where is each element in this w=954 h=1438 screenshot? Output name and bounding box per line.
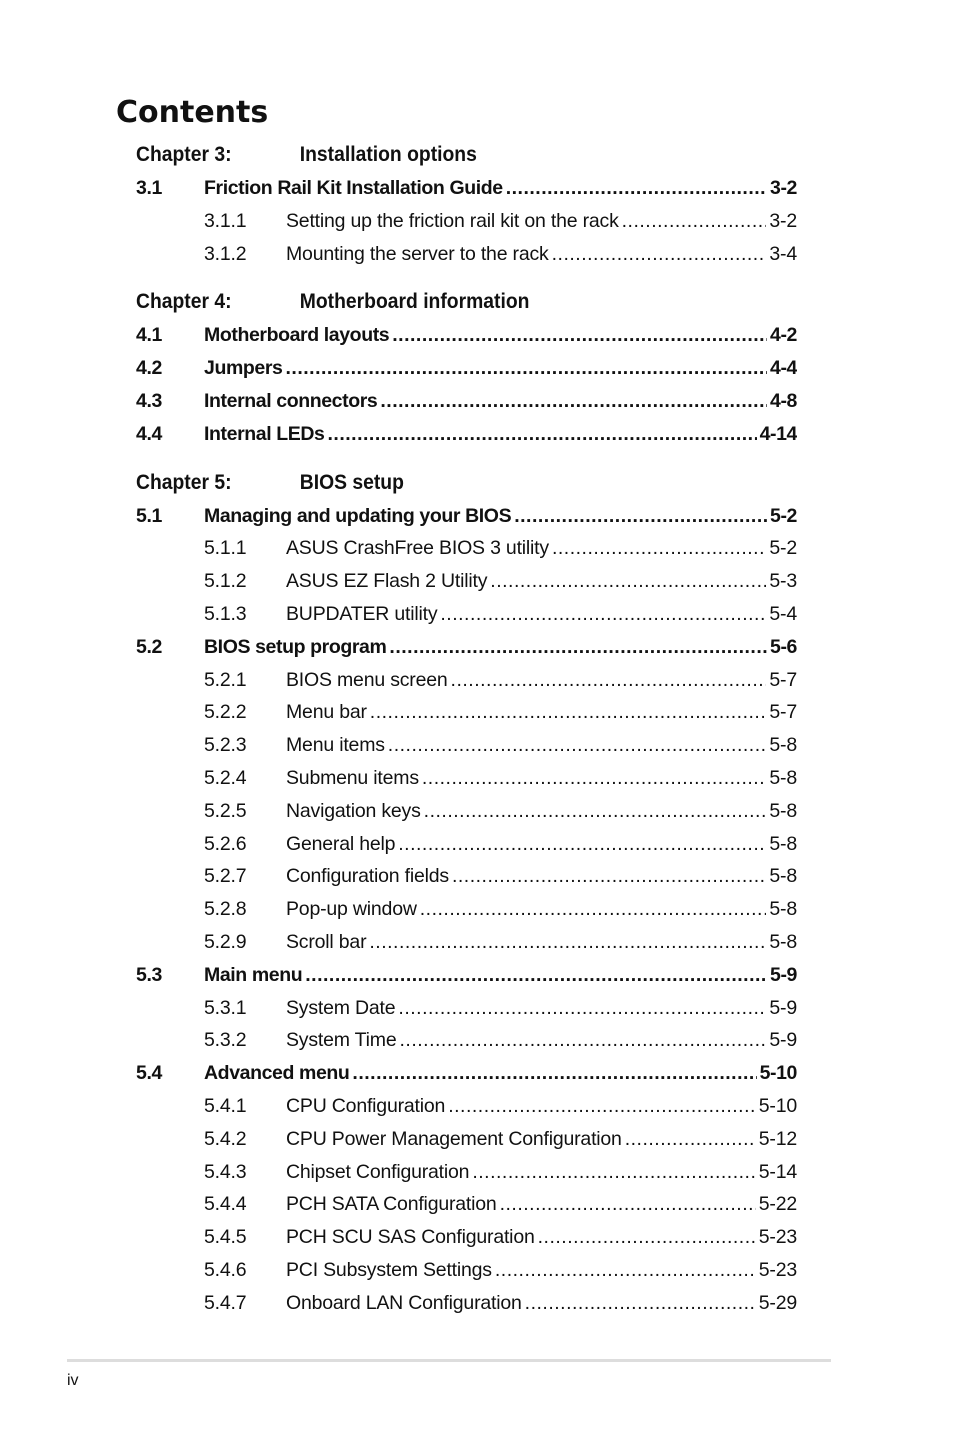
- dot-leader: [424, 800, 767, 823]
- dot-leader: [552, 537, 766, 560]
- entry-page-number: 4-2: [770, 324, 797, 347]
- toc-subsection-entry[interactable]: [136, 243, 797, 276]
- entry-title: Navigation keys: [286, 799, 421, 822]
- toc-subsection-entry[interactable]: [136, 1259, 797, 1292]
- dot-leader: [525, 1292, 756, 1315]
- entry-title: System Time: [286, 1029, 397, 1052]
- toc-section-entry[interactable]: [136, 177, 797, 210]
- dot-leader: [500, 1193, 756, 1216]
- entry-number: 5.3: [136, 963, 162, 986]
- entry-number: 5.4.5: [204, 1226, 247, 1249]
- dot-leader: [389, 636, 767, 659]
- entry-number: 4.3: [136, 389, 162, 412]
- dot-leader: [328, 423, 757, 446]
- entry-page-number: 3-2: [769, 209, 797, 232]
- dot-leader: [286, 357, 768, 380]
- toc-subsection-entry[interactable]: [136, 931, 797, 964]
- entry-title: BUPDATER utility: [286, 602, 438, 625]
- entry-title: Setting up the friction rail kit on the rack: [286, 209, 619, 232]
- entry-title: Friction Rail Kit Installation Guide: [204, 177, 503, 199]
- entry-number: 5.2.2: [204, 701, 247, 724]
- dot-leader: [451, 669, 767, 692]
- entry-title: Menu items: [286, 734, 385, 757]
- entry-title: BIOS menu screen: [286, 668, 448, 691]
- entry-number: 3.1.2: [204, 242, 247, 265]
- entry-title: ASUS CrashFree BIOS 3 utility: [286, 537, 549, 560]
- entry-number: 5.4.4: [204, 1193, 247, 1216]
- toc-subsection-entry[interactable]: [136, 997, 797, 1030]
- toc-section-entry[interactable]: [136, 423, 797, 456]
- entry-title: Onboard LAN Configuration: [286, 1291, 522, 1314]
- dot-leader: [380, 390, 767, 413]
- dot-leader: [420, 898, 767, 921]
- toc-subsection-entry[interactable]: [136, 800, 797, 833]
- dot-leader: [490, 570, 766, 593]
- entry-number: 5.3.2: [204, 1029, 247, 1052]
- toc-subsection-entry[interactable]: [136, 767, 797, 800]
- entry-page-number: 4-4: [770, 357, 797, 380]
- entry-title: System Date: [286, 996, 396, 1019]
- entry-page-number: 5-8: [769, 930, 797, 953]
- entry-title: CPU Configuration: [286, 1094, 446, 1117]
- entry-title: Advanced menu: [204, 1062, 350, 1085]
- toc-subsection-entry[interactable]: [136, 734, 797, 767]
- entry-page-number: 5-23: [758, 1226, 797, 1249]
- entry-number: 5.4.3: [204, 1160, 247, 1183]
- chapter-label: Chapter 3:: [136, 143, 232, 166]
- entry-page-number: 5-9: [769, 1029, 797, 1052]
- entry-number: 5.4.7: [204, 1291, 247, 1314]
- section-spacer: [136, 275, 797, 290]
- entry-page-number: 5-2: [770, 504, 797, 527]
- entry-page-number: 5-7: [769, 701, 797, 724]
- entry-page-number: 5-23: [758, 1258, 797, 1281]
- entry-page-number: 5-9: [770, 963, 797, 986]
- entry-number: 5.2.1: [204, 668, 247, 691]
- entry-title: Pop-up window: [286, 898, 417, 921]
- entry-title: Main menu: [204, 963, 303, 986]
- chapter-label: Chapter 4:: [136, 290, 232, 314]
- toc-subsection-entry[interactable]: [136, 537, 797, 570]
- dot-leader: [370, 701, 767, 724]
- toc-subsection-entry[interactable]: [136, 1226, 797, 1259]
- entry-number: 5.1.2: [204, 570, 247, 593]
- entry-page-number: 4-14: [759, 422, 797, 445]
- entry-number: 3.1.1: [204, 209, 247, 232]
- toc-subsection-entry[interactable]: [136, 210, 797, 243]
- entry-title: Chipset Configuration: [286, 1160, 470, 1183]
- toc-section-entry[interactable]: [136, 636, 797, 669]
- toc-subsection-entry[interactable]: [136, 669, 797, 702]
- entry-page-number: 5-3: [769, 570, 797, 593]
- toc-section-entry[interactable]: [136, 964, 797, 997]
- page-title: Contents: [116, 95, 269, 130]
- entry-number: 4.2: [136, 357, 162, 380]
- entry-title: Configuration fields: [286, 865, 449, 888]
- dot-leader: [400, 1029, 767, 1052]
- entry-number: 5.1.1: [204, 537, 247, 560]
- entry-page-number: 5-6: [770, 635, 797, 658]
- toc-subsection-entry[interactable]: [136, 570, 797, 603]
- toc-subsection-entry[interactable]: [136, 1161, 797, 1194]
- entry-number: 5.2: [136, 635, 162, 658]
- dot-leader: [440, 603, 766, 626]
- toc-section-entry[interactable]: [136, 1062, 797, 1095]
- toc-subsection-entry[interactable]: [136, 1193, 797, 1226]
- entry-title: Jumpers: [204, 357, 283, 380]
- entry-title: CPU Power Management Configuration: [286, 1127, 622, 1150]
- entry-page-number: 5-2: [769, 537, 797, 560]
- entry-title: Submenu items: [286, 766, 419, 789]
- toc-subsection-entry[interactable]: [136, 1095, 797, 1128]
- table-of-contents: [136, 143, 797, 1325]
- entry-title: BIOS setup program: [204, 635, 387, 658]
- entry-title: Motherboard layouts: [204, 324, 390, 347]
- entry-page-number: 5-8: [769, 832, 797, 855]
- entry-page-number: 5-8: [769, 865, 797, 888]
- dot-leader: [495, 1259, 756, 1282]
- entry-page-number: 5-29: [758, 1291, 797, 1314]
- entry-page-number: 5-8: [769, 898, 797, 921]
- dot-leader: [305, 964, 767, 987]
- dot-leader: [472, 1161, 755, 1184]
- toc-subsection-entry[interactable]: [136, 898, 797, 931]
- dot-leader: [514, 505, 767, 528]
- entry-number: 5.2.5: [204, 799, 247, 822]
- toc-subsection-entry[interactable]: [136, 865, 797, 898]
- dot-leader: [422, 767, 767, 790]
- entry-page-number: 3-2: [770, 177, 797, 199]
- entry-title: Menu bar: [286, 701, 367, 724]
- footer-page-number: iv: [67, 1372, 79, 1389]
- entry-page-number: 5-7: [769, 668, 797, 691]
- dot-leader: [398, 833, 766, 856]
- dot-leader: [622, 210, 767, 233]
- dot-leader: [392, 324, 767, 347]
- dot-leader: [538, 1226, 756, 1249]
- toc-subsection-entry[interactable]: [136, 1292, 797, 1325]
- entry-number: 5.1.3: [204, 602, 247, 625]
- toc-section-entry[interactable]: [136, 357, 797, 390]
- dot-leader: [398, 997, 766, 1020]
- toc-subsection-entry[interactable]: [136, 1128, 797, 1161]
- dot-leader: [552, 243, 767, 266]
- entry-page-number: 5-8: [769, 799, 797, 822]
- entry-number: 3.1: [136, 177, 162, 199]
- entry-page-number: 5-22: [758, 1193, 797, 1216]
- entry-page-number: 5-8: [769, 766, 797, 789]
- entry-page-number: 3-4: [769, 242, 797, 265]
- chapter-heading: [136, 143, 797, 177]
- dot-leader: [448, 1095, 756, 1118]
- dot-leader: [452, 865, 766, 888]
- entry-number: 5.2.6: [204, 832, 247, 855]
- entry-title: PCI Subsystem Settings: [286, 1258, 492, 1281]
- chapter-heading: [136, 471, 797, 505]
- entry-number: 5.4: [136, 1062, 162, 1085]
- dot-leader: [352, 1062, 756, 1085]
- entry-title: Internal LEDs: [204, 422, 325, 445]
- dot-leader: [625, 1128, 756, 1151]
- toc-subsection-entry[interactable]: [136, 701, 797, 734]
- entry-number: 5.2.4: [204, 766, 247, 789]
- toc-section-entry[interactable]: [136, 505, 797, 538]
- entry-number: 5.2.3: [204, 734, 247, 757]
- entry-page-number: 5-12: [758, 1127, 797, 1150]
- toc-section-entry[interactable]: [136, 324, 797, 357]
- entry-number: 5.3.1: [204, 996, 247, 1019]
- entry-title: ASUS EZ Flash 2 Utility: [286, 570, 488, 593]
- entry-number: 5.4.1: [204, 1094, 247, 1117]
- entry-page-number: 5-14: [758, 1160, 797, 1183]
- entry-number: 5.4.2: [204, 1127, 247, 1150]
- chapter-label: Chapter 5:: [136, 470, 232, 494]
- dot-leader: [369, 931, 766, 954]
- chapter-heading: [136, 290, 797, 324]
- entry-title: Internal connectors: [204, 389, 378, 412]
- chapter-name: Installation options: [299, 143, 477, 166]
- toc-subsection-entry[interactable]: [136, 1029, 797, 1062]
- entry-page-number: 5-4: [769, 602, 797, 625]
- section-spacer: [136, 456, 797, 471]
- entry-number: 5.2.7: [204, 865, 247, 888]
- entry-number: 4.4: [136, 422, 162, 445]
- toc-section-entry[interactable]: [136, 390, 797, 423]
- entry-page-number: 4-8: [770, 389, 797, 412]
- chapter-name: Motherboard information: [299, 290, 530, 314]
- chapter-name: BIOS setup: [299, 470, 404, 494]
- dot-leader: [506, 177, 767, 200]
- entry-page-number: 5-10: [759, 1062, 797, 1085]
- entry-page-number: 5-10: [758, 1094, 797, 1117]
- entry-number: 5.4.6: [204, 1258, 247, 1281]
- entry-page-number: 5-9: [769, 996, 797, 1019]
- entry-title: Scroll bar: [286, 930, 367, 953]
- entry-page-number: 5-8: [769, 734, 797, 757]
- entry-title: Mounting the server to the rack: [286, 242, 549, 265]
- dot-leader: [388, 734, 767, 757]
- entry-number: 5.1: [136, 504, 162, 527]
- entry-number: 5.2.8: [204, 898, 247, 921]
- entry-number: 5.2.9: [204, 930, 247, 953]
- footer-divider: [67, 1359, 831, 1362]
- toc-subsection-entry[interactable]: [136, 603, 797, 636]
- entry-title: Managing and updating your BIOS: [204, 504, 512, 527]
- entry-title: PCH SCU SAS Configuration: [286, 1226, 535, 1249]
- toc-subsection-entry[interactable]: [136, 833, 797, 866]
- entry-title: PCH SATA Configuration: [286, 1193, 497, 1216]
- entry-title: General help: [286, 832, 396, 855]
- entry-number: 4.1: [136, 324, 162, 347]
